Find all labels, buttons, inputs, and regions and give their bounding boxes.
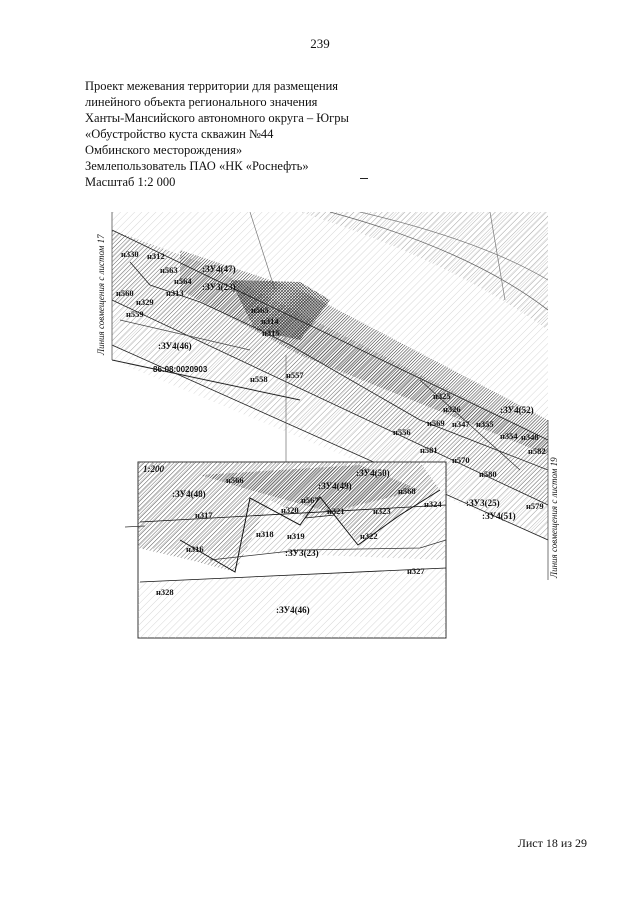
point-label: н319 (287, 531, 305, 541)
point-label: н315 (262, 328, 280, 338)
point-label: н581 (420, 445, 438, 455)
point-label: н317 (195, 510, 213, 520)
zone-label: :ЗУ4(46) (276, 605, 310, 615)
point-label: н559 (126, 309, 144, 319)
page-number: 239 (310, 36, 330, 51)
point-label: н570 (452, 455, 470, 465)
point-label: н324 (424, 499, 442, 509)
heading-line: Масштаб 1:2 000 (85, 175, 176, 189)
point-label: н347 (452, 419, 470, 429)
point-label: н312 (147, 251, 165, 261)
point-label: н564 (174, 276, 192, 286)
point-label: н316 (186, 544, 204, 554)
point-label: н323 (373, 506, 391, 516)
heading-line: Омбинского месторождения» (85, 143, 243, 157)
point-label: н560 (116, 288, 134, 298)
point-label: н568 (398, 486, 416, 496)
zone-label: :ЗУ4(49) (318, 481, 352, 491)
point-label: н558 (250, 374, 268, 384)
heading-line: Ханты-Мансийского автономного округа – Югры (85, 111, 349, 125)
inset-scale: 1:200 (143, 464, 164, 474)
point-label: н566 (226, 475, 244, 485)
cadastral-block-label: 86:08:0020903 (153, 365, 208, 374)
zone-label: :ЗУ4(46) (158, 341, 192, 351)
point-label: н556 (393, 427, 411, 437)
point-label: н580 (479, 469, 497, 479)
point-label: н355 (476, 419, 494, 429)
heading-line: Проект межевания территории для размещения (85, 79, 339, 93)
heading-line: Землепользователь ПАО «НК «Роснефть» (85, 159, 309, 173)
right-join-label: Линия совмещения с листом 19 (549, 457, 559, 578)
point-label: н557 (286, 370, 304, 380)
zone-label: :ЗУ3(23) (285, 548, 319, 558)
sheet-info: Лист 18 из 29 (517, 836, 587, 850)
point-label: н328 (156, 587, 174, 597)
zone-label: :ЗУ3(25) (466, 498, 500, 508)
point-label: н327 (407, 566, 425, 576)
zone-label: :ЗУ4(51) (482, 511, 516, 521)
point-label: н569 (427, 418, 445, 428)
zone-label: :ЗУ4(50) (356, 468, 390, 478)
point-label: н318 (256, 529, 274, 539)
point-label: н326 (443, 404, 461, 414)
zone-label: :ЗУ3(23) (202, 282, 236, 292)
point-label: н579 (526, 501, 544, 511)
point-label: н567 (301, 495, 319, 505)
heading-line: линейного объекта регионального значения (85, 95, 318, 109)
point-label: н565 (251, 305, 269, 315)
point-label: н329 (136, 297, 154, 307)
point-label: н330 (121, 249, 139, 259)
point-label: н314 (261, 316, 279, 326)
zone-label: :ЗУ4(52) (500, 405, 534, 415)
heading-line: «Обустройство куста скважин №44 (85, 127, 274, 141)
point-label: н313 (166, 288, 184, 298)
point-label: н354 (500, 431, 518, 441)
zone-label: :ЗУ4(47) (202, 264, 236, 274)
left-join-label: Линия совмещения с листом 17 (96, 234, 106, 355)
point-label: н321 (327, 506, 345, 516)
point-label: н348 (521, 432, 539, 442)
point-label: н582 (528, 446, 546, 456)
point-label: н322 (360, 531, 378, 541)
zone-label: :ЗУ4(48) (172, 489, 206, 499)
point-label: н563 (160, 265, 178, 275)
point-label: н320 (281, 505, 299, 515)
point-label: н325 (433, 391, 451, 401)
